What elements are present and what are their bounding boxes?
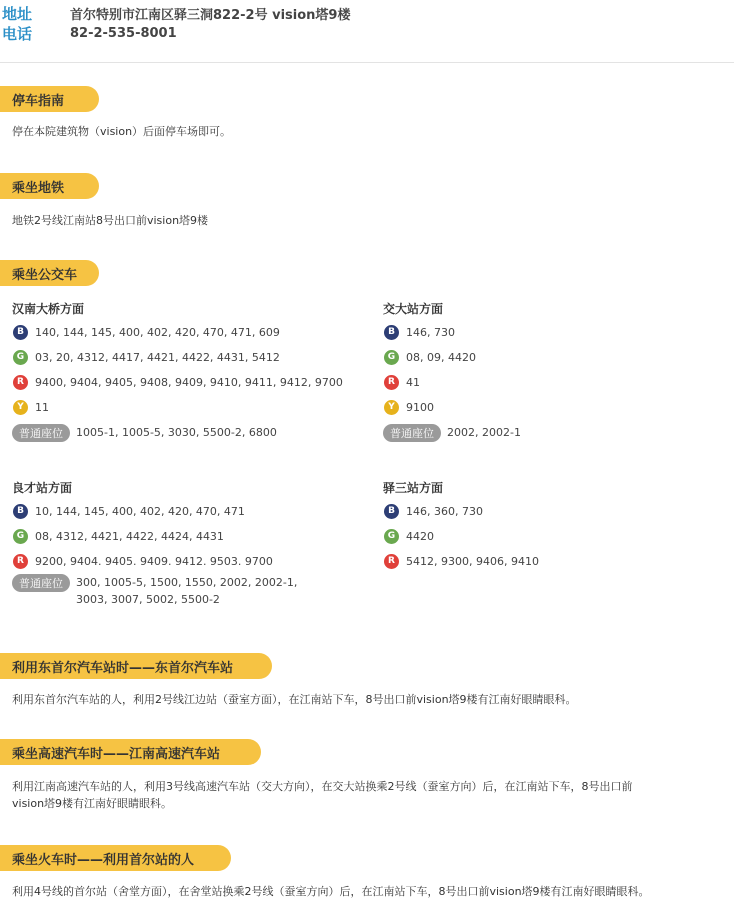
address-value: 首尔特别市江南区驿三洞822-2号 vision塔9楼	[70, 7, 351, 23]
parking-heading: 停车指南	[0, 86, 99, 112]
bus-routes: 03, 20, 4312, 4417, 4421, 4422, 4431, 5412	[35, 351, 280, 364]
bus-row-seat	[12, 574, 321, 608]
blue-bus-icon: B	[384, 504, 399, 519]
green-bus-icon: G	[13, 350, 28, 365]
bus-routes: 146, 360, 730	[406, 505, 483, 518]
bus-row-seat	[383, 424, 521, 442]
train-heading: 乘坐火车时——利用首尔站的人	[0, 845, 231, 871]
bus-routes: 300, 1005-5, 1500, 1550, 2002, 2002-1, 3003, 3007, 5002, 5500-2	[76, 576, 298, 606]
phone-label: 电话	[2, 24, 33, 43]
bus-routes: 2002, 2002-1	[447, 426, 521, 439]
bus-routes: 9100	[406, 401, 434, 414]
bus-row-red	[384, 553, 539, 570]
red-bus-icon: R	[384, 375, 399, 390]
seat-bus-badge: 普通座位	[12, 574, 70, 592]
parking-text: 停在本院建筑物（vision）后面停车场即可。	[12, 125, 232, 138]
address-label: 地址	[2, 4, 33, 23]
bus-row-red	[13, 374, 343, 391]
phone-value: 82-2-535-8001	[70, 25, 177, 41]
express-terminal-text: 利用江南高速汽车站的人，利用3号线高速汽车站（交大方向），在交大站换乘2号线（蚕室方向）后，在江南站下车，8号出口前vision塔9楼有江南好眼睛眼科。	[12, 780, 633, 810]
blue-bus-icon: B	[13, 504, 28, 519]
bus-row-blue	[384, 324, 455, 341]
bus-direction-title: 良才站方面	[12, 481, 73, 495]
bus-routes: 4420	[406, 530, 434, 543]
bus-routes: 11	[35, 401, 49, 414]
red-bus-icon: R	[384, 554, 399, 569]
bus-row-red	[384, 374, 420, 391]
train-text: 利用4号线的首尔站（舍堂方面），在舍堂站换乘2号线（蚕室方向）后，在江南站下车，8号出口前vision塔9楼有江南好眼睛眼科。	[12, 885, 650, 898]
yellow-bus-icon: Y	[13, 400, 28, 415]
bus-row-green	[384, 528, 434, 545]
bus-row-seat	[12, 424, 277, 442]
bus-row-blue	[13, 324, 280, 341]
bus-row-blue	[13, 503, 245, 520]
bus-heading: 乘坐公交车	[0, 260, 99, 286]
bus-row-green	[384, 349, 476, 366]
green-bus-icon: G	[384, 529, 399, 544]
red-bus-icon: R	[13, 375, 28, 390]
bus-routes: 1005-1, 1005-5, 3030, 5500-2, 6800	[76, 426, 277, 439]
east-terminal-heading: 利用东首尔汽车站时——东首尔汽车站	[0, 653, 272, 679]
bus-row-yellow	[13, 399, 49, 416]
green-bus-icon: G	[384, 350, 399, 365]
yellow-bus-icon: Y	[384, 400, 399, 415]
bus-direction-title: 驿三站方面	[383, 481, 444, 495]
bus-row-green	[13, 349, 280, 366]
contact-info	[0, 0, 734, 63]
seat-bus-badge: 普通座位	[12, 424, 70, 442]
phone-row	[2, 22, 177, 44]
bus-routes: 146, 730	[406, 326, 455, 339]
seat-bus-badge: 普通座位	[383, 424, 441, 442]
green-bus-icon: G	[13, 529, 28, 544]
east-terminal-text: 利用东首尔汽车站的人，利用2号线江边站（蚕室方面），在江南站下车，8号出口前vision塔9楼有江南好眼睛眼科。	[12, 693, 577, 706]
blue-bus-icon: B	[384, 325, 399, 340]
bus-direction-title: 汉南大桥方面	[12, 302, 85, 316]
bus-row-blue	[384, 503, 483, 520]
subway-heading: 乘坐地铁	[0, 173, 99, 199]
express-terminal-heading: 乘坐高速汽车时——江南高速汽车站	[0, 739, 261, 765]
bus-routes: 140, 144, 145, 400, 402, 420, 470, 471, 609	[35, 326, 280, 339]
bus-row-green	[13, 528, 224, 545]
bus-routes: 41	[406, 376, 420, 389]
bus-direction-title: 交大站方面	[383, 302, 444, 316]
bus-routes: 10, 144, 145, 400, 402, 420, 470, 471	[35, 505, 245, 518]
bus-routes: 9200, 9404. 9405. 9409. 9412. 9503. 9700	[35, 555, 273, 568]
bus-row-yellow	[384, 399, 434, 416]
bus-routes: 08, 09, 4420	[406, 351, 476, 364]
blue-bus-icon: B	[13, 325, 28, 340]
address-row	[2, 2, 350, 24]
subway-text: 地铁2号线江南站8号出口前vision塔9楼	[12, 214, 209, 227]
bus-routes: 9400, 9404, 9405, 9408, 9409, 9410, 9411, 9412, 9700	[35, 376, 343, 389]
red-bus-icon: R	[13, 554, 28, 569]
bus-routes: 08, 4312, 4421, 4422, 4424, 4431	[35, 530, 224, 543]
bus-routes: 5412, 9300, 9406, 9410	[406, 555, 539, 568]
bus-row-red	[13, 553, 273, 570]
